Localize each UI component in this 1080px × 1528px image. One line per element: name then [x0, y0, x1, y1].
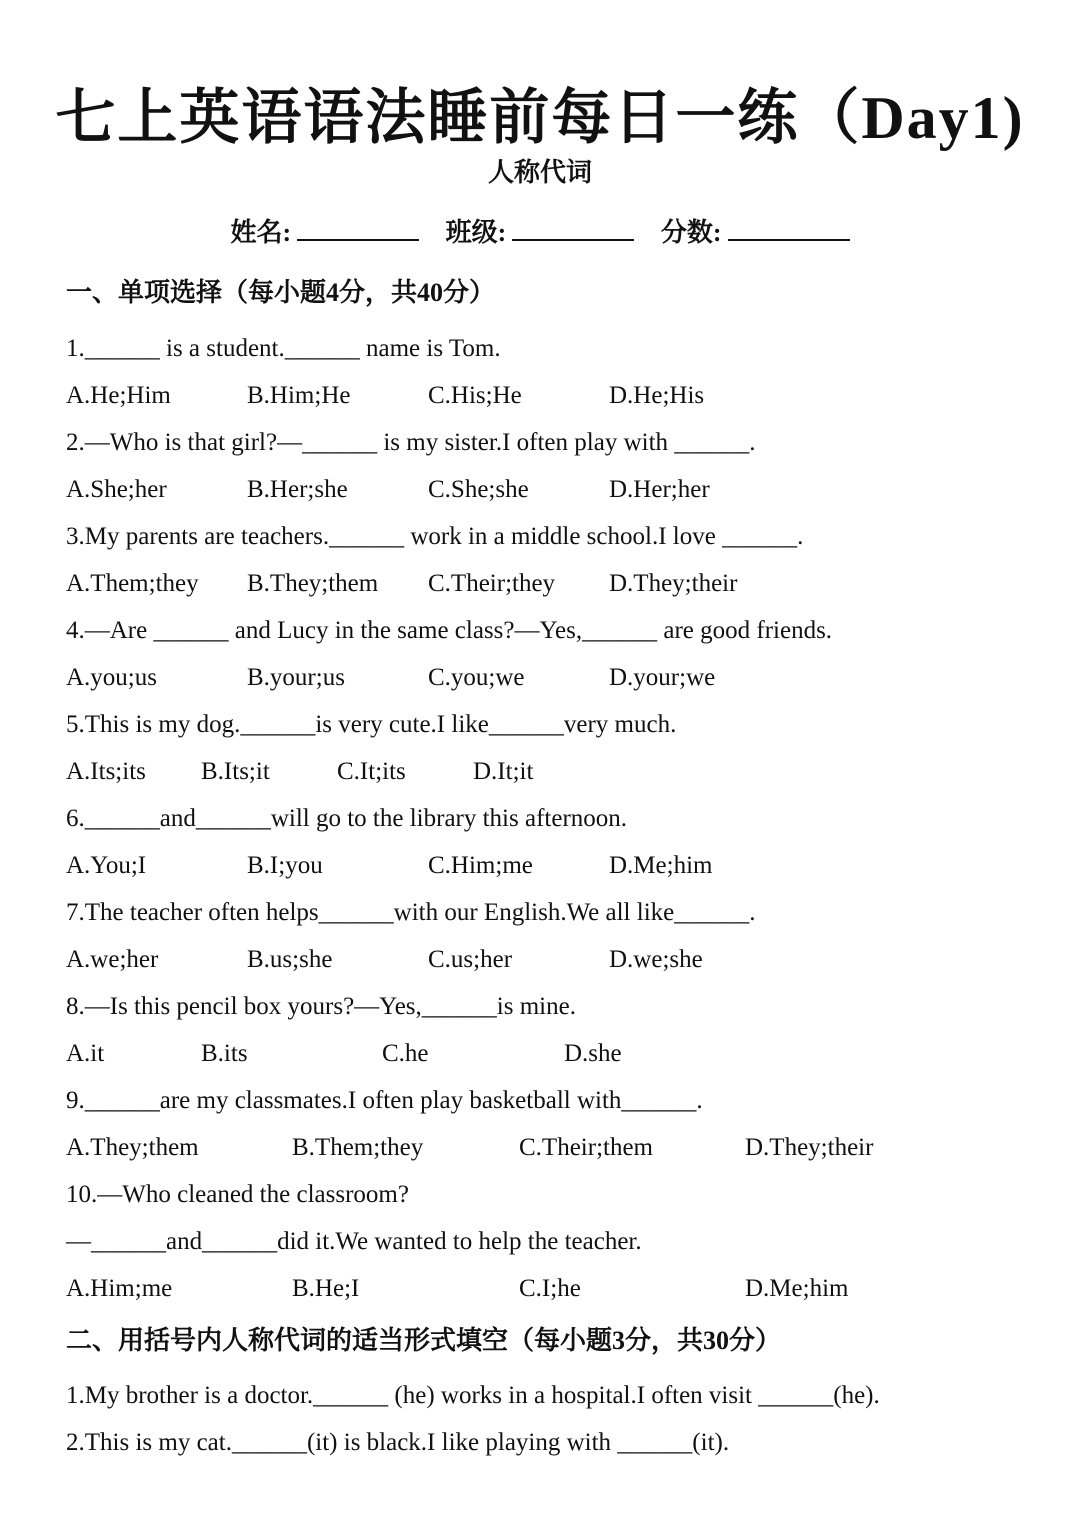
- score-label: 分数:: [660, 218, 722, 247]
- class-label: 班级:: [445, 218, 507, 247]
- worksheet-subtitle: 人称代词: [487, 158, 592, 187]
- q10-option-c[interactable]: C.I;he: [519, 1275, 581, 1302]
- score-field[interactable]: [661, 212, 850, 249]
- question-3: 3.My parents are teachers.______ work in a middle school.I love ______.: [66, 523, 804, 550]
- question-10-line-1: 10.—Who cleaned the classroom?: [66, 1181, 409, 1208]
- q6-option-c[interactable]: C.Him;me: [428, 852, 533, 879]
- question-10-line-2: —______and______did it.We wanted to help the teacher.: [66, 1228, 642, 1255]
- q3-option-a[interactable]: A.Them;they: [66, 570, 199, 597]
- q4-option-b[interactable]: B.your;us: [247, 664, 345, 691]
- question-5: 5.This is my dog.______is very cute.I like______very much.: [66, 711, 677, 738]
- fill-blank-1: 1.My brother is a doctor.______ (he) works in a hospital.I often visit ______(he).: [66, 1382, 880, 1409]
- q6-option-d[interactable]: D.Me;him: [609, 852, 713, 879]
- q7-option-d[interactable]: D.we;she: [609, 946, 703, 973]
- class-blank[interactable]: [512, 213, 634, 241]
- q9-option-c[interactable]: C.Their;them: [519, 1134, 653, 1161]
- q8-option-a[interactable]: A.it: [66, 1040, 105, 1067]
- q9-option-d[interactable]: D.They;their: [745, 1134, 874, 1161]
- q7-option-b[interactable]: B.us;she: [247, 946, 333, 973]
- q5-option-b[interactable]: B.Its;it: [201, 758, 270, 785]
- q6-option-b[interactable]: B.I;you: [247, 852, 323, 879]
- q10-option-b[interactable]: B.He;I: [292, 1275, 360, 1302]
- q3-option-c[interactable]: C.Their;they: [428, 570, 556, 597]
- q7-option-c[interactable]: C.us;her: [428, 946, 513, 973]
- q8-option-d[interactable]: D.she: [564, 1040, 622, 1067]
- q1-option-b[interactable]: B.Him;He: [247, 382, 351, 409]
- q1-option-c[interactable]: C.His;He: [428, 382, 522, 409]
- q2-option-c[interactable]: C.She;she: [428, 476, 529, 503]
- q5-option-c[interactable]: C.It;its: [337, 758, 406, 785]
- q9-option-b[interactable]: B.Them;they: [292, 1134, 424, 1161]
- name-field[interactable]: [230, 212, 419, 249]
- q3-option-b[interactable]: B.They;them: [247, 570, 379, 597]
- question-8: 8.—Is this pencil box yours?—Yes,______is mine.: [66, 993, 576, 1020]
- q10-option-d[interactable]: D.Me;him: [745, 1275, 849, 1302]
- q2-option-d[interactable]: D.Her;her: [609, 476, 710, 503]
- fill-blank-2: 2.This is my cat.______(it) is black.I like playing with ______(it).: [66, 1429, 730, 1456]
- section1-heading: 一、单项选择（每小题4分，共40分）: [66, 278, 496, 307]
- q8-option-b[interactable]: B.its: [201, 1040, 248, 1067]
- name-label: 姓名:: [230, 218, 292, 247]
- question-4: 4.—Are ______ and Lucy in the same class?—Yes,______ are good friends.: [66, 617, 833, 644]
- question-6: 6.______and______will go to the library this afternoon.: [66, 805, 628, 832]
- score-blank[interactable]: [728, 213, 850, 241]
- question-1: 1.______ is a student.______ name is Tom.: [66, 335, 501, 362]
- q9-option-a[interactable]: A.They;them: [66, 1134, 199, 1161]
- q4-option-a[interactable]: A.you;us: [66, 664, 157, 691]
- q6-option-a[interactable]: A.You;I: [66, 852, 147, 879]
- q4-option-c[interactable]: C.you;we: [428, 664, 525, 691]
- q3-option-d[interactable]: D.They;their: [609, 570, 738, 597]
- q2-option-b[interactable]: B.Her;she: [247, 476, 348, 503]
- student-info-row: [0, 212, 1080, 249]
- class-field[interactable]: [446, 212, 635, 249]
- q1-option-a[interactable]: A.He;Him: [66, 382, 171, 409]
- name-blank[interactable]: [297, 213, 419, 241]
- q10-option-a[interactable]: A.Him;me: [66, 1275, 173, 1302]
- q8-option-c[interactable]: C.he: [382, 1040, 429, 1067]
- question-7: 7.The teacher often helps______with our English.We all like______.: [66, 899, 756, 926]
- question-9: 9.______are my classmates.I often play basketball with______.: [66, 1087, 703, 1114]
- section2-heading: 二、用括号内人称代词的适当形式填空（每小题3分，共30分）: [66, 1326, 782, 1355]
- q7-option-a[interactable]: A.we;her: [66, 946, 159, 973]
- q5-option-a[interactable]: A.Its;its: [66, 758, 146, 785]
- q5-option-d[interactable]: D.It;it: [473, 758, 534, 785]
- q2-option-a[interactable]: A.She;her: [66, 476, 167, 503]
- worksheet-title: 七上英语语法睡前每日一练（Day1): [55, 85, 1025, 151]
- q1-option-d[interactable]: D.He;His: [609, 382, 705, 409]
- q4-option-d[interactable]: D.your;we: [609, 664, 716, 691]
- question-2: 2.—Who is that girl?—______ is my sister.I often play with ______.: [66, 429, 756, 456]
